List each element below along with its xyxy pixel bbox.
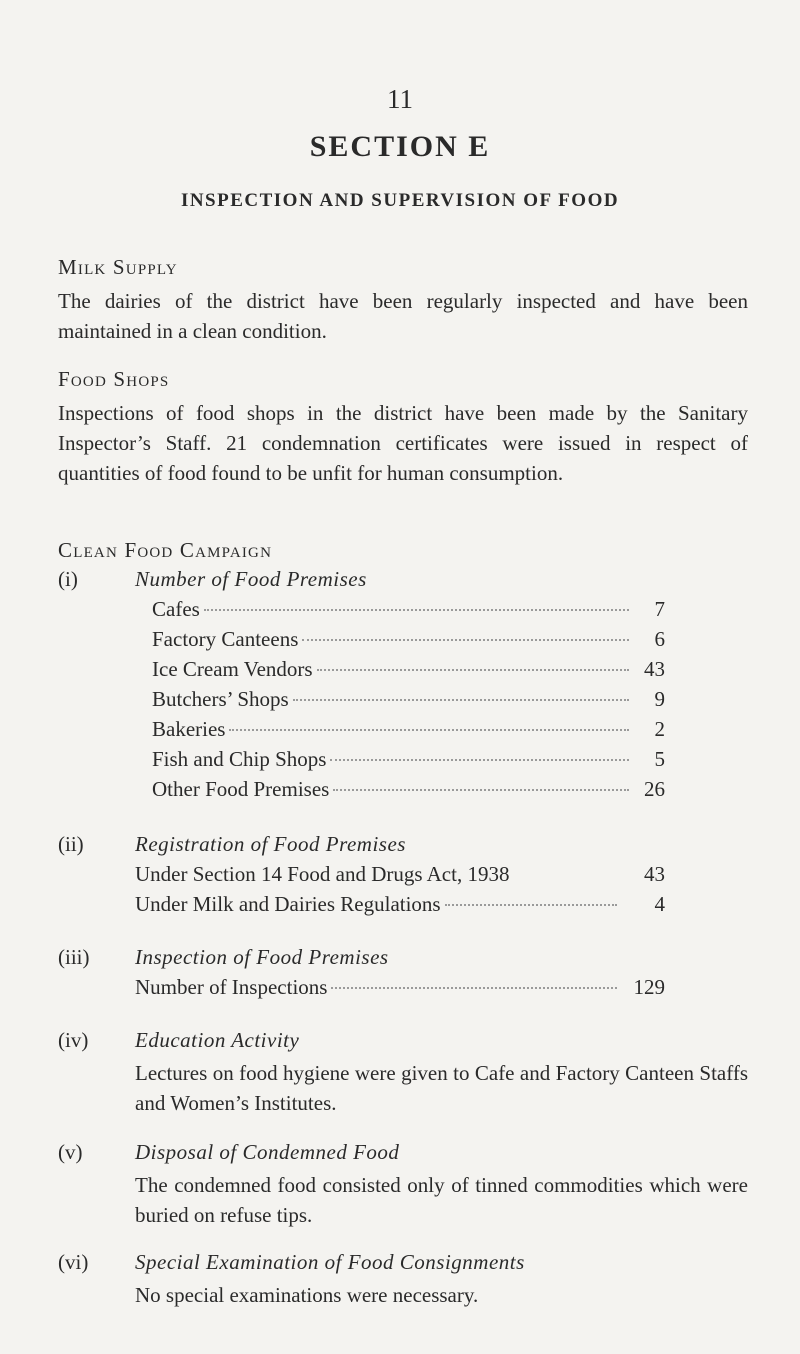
subsection-number: (vi) (58, 1250, 89, 1274)
premises-row (152, 597, 665, 625)
leader-dots (229, 729, 629, 731)
row-label: Cafes (152, 597, 200, 621)
page-number: 11 (387, 84, 413, 114)
row-label: Under Section 14 Food and Drugs Act, 1938 (135, 862, 510, 886)
subsection-title: Inspection of Food Premises (135, 945, 389, 969)
premises-row (152, 657, 665, 685)
row-label: Bakeries (152, 717, 226, 741)
row-label: Other Food Premises (152, 777, 330, 801)
leader-dots (293, 699, 629, 701)
row-label: Ice Cream Vendors (152, 657, 313, 681)
subsection-text: The condemned food consisted only of tinned commodities which were buried on refuse tips. (135, 1173, 748, 1227)
subsection-number: (ii) (58, 832, 84, 856)
row-label: Under Milk and Dairies Regulations (135, 892, 441, 916)
subsection-number: (v) (58, 1140, 83, 1164)
section-title: SECTION E (309, 130, 491, 163)
leader-dots (302, 639, 629, 641)
subsection-title: Education Activity (135, 1028, 300, 1052)
premises-row (152, 627, 665, 655)
row-value: 129 (633, 975, 665, 999)
premises-row (152, 747, 665, 775)
row-label: Number of Inspections (135, 975, 328, 999)
food-shops-text: Inspections of food shops in the district have been made by the Sanitary Inspector’s Staff. 21 condemnation certificates were issued in respect of quantities of food found to be unfit for human consumption. (58, 401, 748, 485)
registration-row (135, 862, 665, 890)
premises-row (152, 777, 665, 805)
leader-dots (331, 987, 617, 989)
row-label: Factory Canteens (152, 627, 299, 651)
clean-food-campaign-heading: Clean Food Campaign (58, 538, 273, 562)
inspection-row (135, 975, 665, 1003)
leader-dots (445, 904, 617, 906)
row-value: 4 (654, 892, 665, 916)
leader-dots (317, 669, 629, 671)
subsection-title: Special Examination of Food Consignments (135, 1250, 525, 1274)
row-value: 7 (654, 597, 665, 621)
row-value: 6 (654, 627, 665, 651)
milk-supply-heading: Milk Supply (58, 255, 178, 279)
row-value: 43 (644, 862, 665, 886)
leader-dots (330, 759, 629, 761)
row-label: Fish and Chip Shops (152, 747, 327, 771)
row-value: 9 (654, 687, 665, 711)
subsection-title: Number of Food Premises (135, 567, 367, 591)
subsection-title: Registration of Food Premises (135, 832, 406, 856)
subsection-text: Lectures on food hygiene were given to Cafe and Factory Canteen Staffs and Women’s Institutes. (135, 1061, 748, 1115)
row-value: 43 (644, 657, 665, 681)
row-value: 26 (644, 777, 665, 801)
subsection-number: (iv) (58, 1028, 89, 1052)
row-label: Butchers’ Shops (152, 687, 289, 711)
row-value: 5 (654, 747, 665, 771)
premises-row (152, 687, 665, 715)
subsection-text: No special examinations were necessary. (135, 1283, 479, 1307)
premises-row (152, 717, 665, 745)
registration-row (135, 892, 665, 920)
subsection-title: Disposal of Condemned Food (135, 1140, 400, 1164)
leader-dots (333, 789, 629, 791)
milk-supply-text: The dairies of the district have been regularly inspected and have been maintained in a clean condition. (58, 289, 748, 343)
section-subtitle: INSPECTION AND SUPERVISION OF FOOD (180, 190, 620, 211)
leader-dots (204, 609, 629, 611)
subsection-number: (iii) (58, 945, 90, 969)
row-value: 2 (654, 717, 665, 741)
subsection-number: (i) (58, 567, 78, 591)
food-shops-heading: Food Shops (58, 367, 170, 391)
